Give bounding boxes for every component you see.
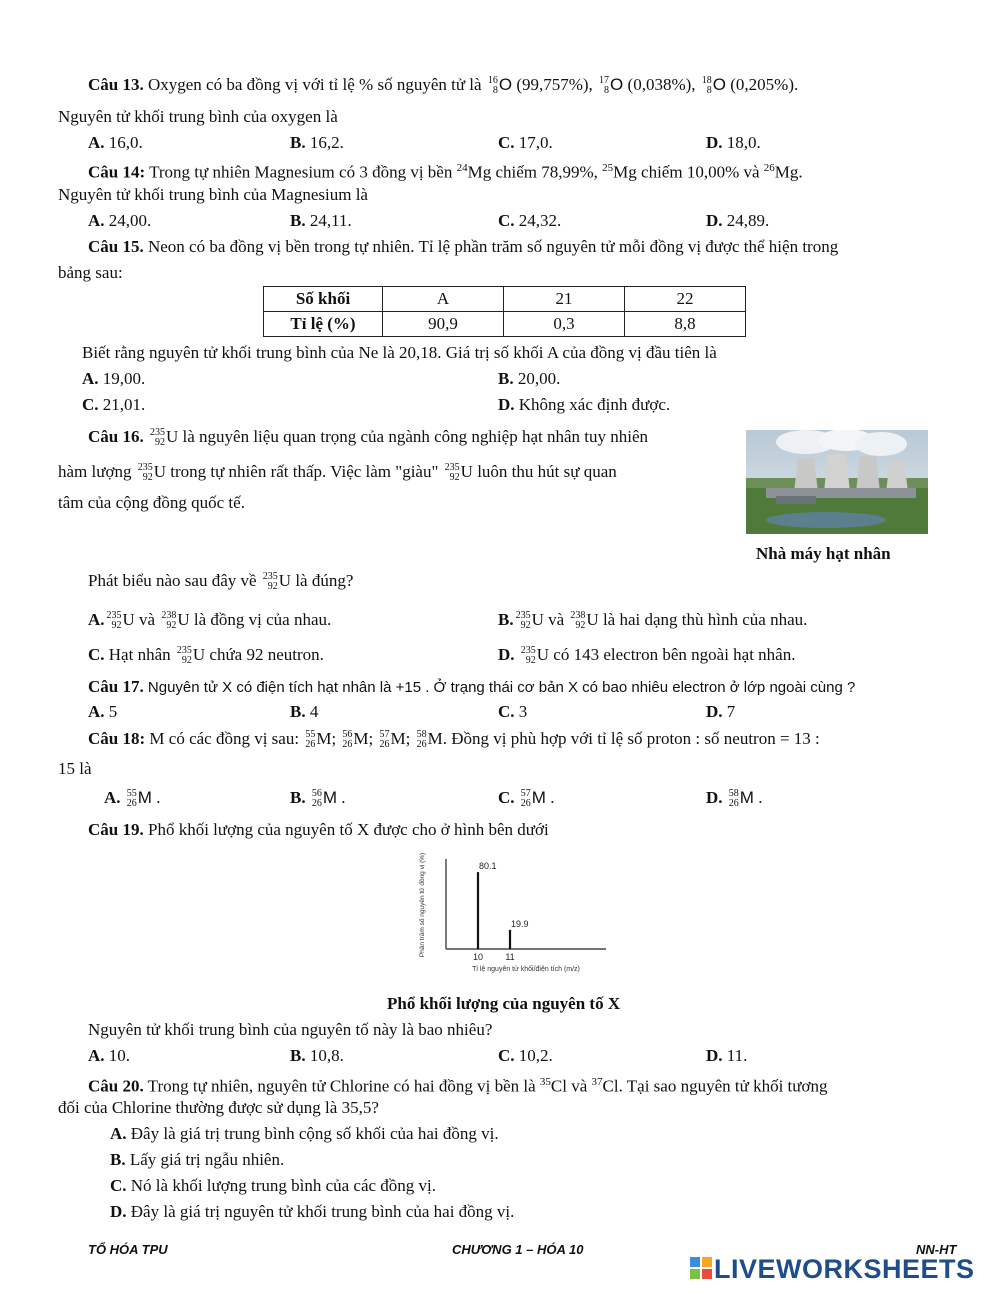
q19-line1: Câu 19. Phổ khối lượng của nguyên tố X được cho ở hình bên dưới (88, 820, 549, 839)
q20-line2: đối của Chlorine thường được sử dụng là 35,5? (58, 1098, 379, 1117)
q19-option-b[interactable]: B. 10,8. (290, 1046, 344, 1065)
q20-option-b[interactable]: B. Lấy giá trị ngẫu nhiên. (110, 1150, 285, 1169)
footer-left: TỔ HÓA TPU (88, 1242, 168, 1257)
q16-option-c[interactable]: C. Hạt nhân 235 92 U chứa 92 neutron. (88, 645, 324, 667)
q17-option-c[interactable]: C. 3 (498, 702, 528, 721)
q13-label: Câu 13. (88, 75, 144, 94)
q16-option-d[interactable]: D. 235 92 U có 143 electron bên ngoài hạt nhân. (498, 645, 796, 667)
q18-option-d[interactable]: D. 58 26 M . (706, 788, 763, 810)
q14-line1: Câu 14: Trong tự nhiên Magnesium có 3 đồng vị bền $^{24}$Mg chiếm 78,99%, $^{25}$Mg chiếm 10,00% và $^{26}$Mg. (88, 162, 803, 182)
footer-right: NN-HT (916, 1242, 957, 1257)
q16-line1: Câu 16. 235 92 U là nguyên liệu quan trọng của ngành công nghiệp hạt nhân tuy nhiên (88, 427, 649, 449)
q13-line1: Câu 13. Oxygen có ba đồng vị với tỉ lệ % số nguyên tử là 16 8 O (99,757%), 17 8 O (0,038%), 18 8 O (0,205%). (88, 75, 799, 97)
q16-question: Phát biểu nào sau đây về 235 92 U là đúng? (88, 571, 354, 593)
data-label-10: 80.1 (479, 861, 497, 872)
q16-option-b[interactable]: B. 235 92 U và 238 92 U là hai dạng thù hình của nhau. (498, 610, 808, 632)
q14-option-a[interactable]: A. 24,00. (88, 211, 152, 230)
q15-line1: Câu 15. Neon có ba đồng vị bền trong tự nhiên. Tỉ lệ phần trăm số nguyên tử mỗi đồng vị được thể hiện trong (88, 237, 839, 256)
y-axis-label: Phần trăm số nguyên tử đồng vị (%) (419, 852, 426, 958)
footer-center: CHƯƠNG 1 – HÓA 10 (452, 1242, 584, 1257)
q18-line2: 15 là (58, 759, 92, 778)
q15-option-d[interactable]: D. Không xác định được. (498, 395, 671, 414)
q20-line1: Câu 20. Trong tự nhiên, nguyên tử Chlorine có hai đồng vị bền là $^{35}$Cl và $^{37}$Cl. Tại sao nguyên tử khối tương (88, 1076, 828, 1096)
q16-line3: tâm của cộng đồng quốc tế. (58, 493, 245, 512)
q15-option-a[interactable]: A. 19,00. (82, 369, 146, 388)
q13-option-d[interactable]: D. 18,0. (706, 133, 761, 152)
q13-option-c[interactable]: C. 17,0. (498, 133, 553, 152)
q15-option-b[interactable]: B. 20,00. (498, 369, 561, 388)
chart-caption: Phổ khối lượng của nguyên tố X (387, 994, 621, 1013)
q16-option-a[interactable]: A. 235 92 U và 238 92 U là đồng vị của nhau. (88, 610, 332, 632)
q18-line1: Câu 18: M có các đồng vị sau: 55 26 M; 56 26 M; 57 26 M; 58 26 M. Đồng vị phù hợp với tỉ lệ số proton : số neutron = 13 : (88, 729, 820, 751)
x-axis-label: Tỉ lệ nguyên tử khối/điện tích (m/z) (472, 966, 580, 973)
q15-option-c[interactable]: C. 21,01. (82, 395, 146, 414)
q17-option-d[interactable]: D. 7 (706, 702, 736, 721)
q19-option-a[interactable]: A. 10. (88, 1046, 131, 1065)
photo-caption: Nhà máy hạt nhân (756, 544, 891, 563)
liveworksheets-logo[interactable]: LIVEWORKSHEETS (690, 1254, 975, 1285)
q17-line1: Câu 17. Nguyên tử X có điện tích hạt nhân là +15 . Ở trạng thái cơ bản X có bao nhiêu electron ở lớp ngoài cùng ? (88, 677, 856, 696)
q16-line2: hàm lượng 235 92 U trong tự nhiên rất thấp. Việc làm "giàu" 235 92 U luôn thu hút sự quan (58, 462, 617, 484)
q15-line2: bảng sau: (58, 263, 123, 282)
liveworksheets-icon (690, 1257, 712, 1281)
q19-option-d[interactable]: D. 11. (706, 1046, 748, 1065)
q20-option-a[interactable]: A. Đây là giá trị trung bình cộng số khối của hai đồng vị. (110, 1124, 499, 1143)
nuclear-plant-photo (746, 430, 928, 534)
q14-line2: Nguyên tử khối trung bình của Magnesium là (58, 185, 368, 204)
q18-option-a[interactable]: A. 55 26 M . (104, 788, 161, 810)
q14-label: Câu 14: (88, 162, 146, 182)
q19-question: Nguyên tử khối trung bình của nguyên tố này là bao nhiêu? (88, 1020, 493, 1039)
q13-option-b[interactable]: B. 16,2. (290, 133, 344, 152)
q17-option-b[interactable]: B. 4 (290, 702, 319, 721)
x-tick-10: 10 (472, 952, 484, 962)
q18-option-b[interactable]: B. 56 26 M . (290, 788, 346, 810)
q20-option-d[interactable]: D. Đây là giá trị nguyên tử khối trung bình của hai đồng vị. (110, 1202, 515, 1221)
q15-question: Biết rằng nguyên tử khối trung bình của Ne là 20,18. Giá trị số khối A của đồng vị đầu tiên là (82, 343, 717, 362)
q20-option-c[interactable]: C. Nó là khối lượng trung bình của các đồng vị. (110, 1176, 437, 1195)
neon-isotope-table: Số khối A 21 22 Tỉ lệ (%) 90,9 0,3 8,8 (263, 286, 746, 337)
x-tick-11: 11 (505, 952, 515, 962)
q14-option-d[interactable]: D. 24,89. (706, 211, 770, 230)
q17-option-a[interactable]: A. 5 (88, 702, 118, 721)
q18-option-c[interactable]: C. 57 26 M . (498, 788, 555, 810)
q13-line2: Nguyên tử khối trung bình của oxygen là (58, 107, 338, 126)
q19-option-c[interactable]: C. 10,2. (498, 1046, 553, 1065)
q14-option-c[interactable]: C. 24,32. (498, 211, 562, 230)
mass-spectrum-chart (408, 845, 632, 975)
data-label-11: 19.9 (511, 918, 529, 929)
q14-option-b[interactable]: B. 24,11. (290, 211, 352, 230)
q13-option-a[interactable]: A. 16,0. (88, 133, 143, 152)
